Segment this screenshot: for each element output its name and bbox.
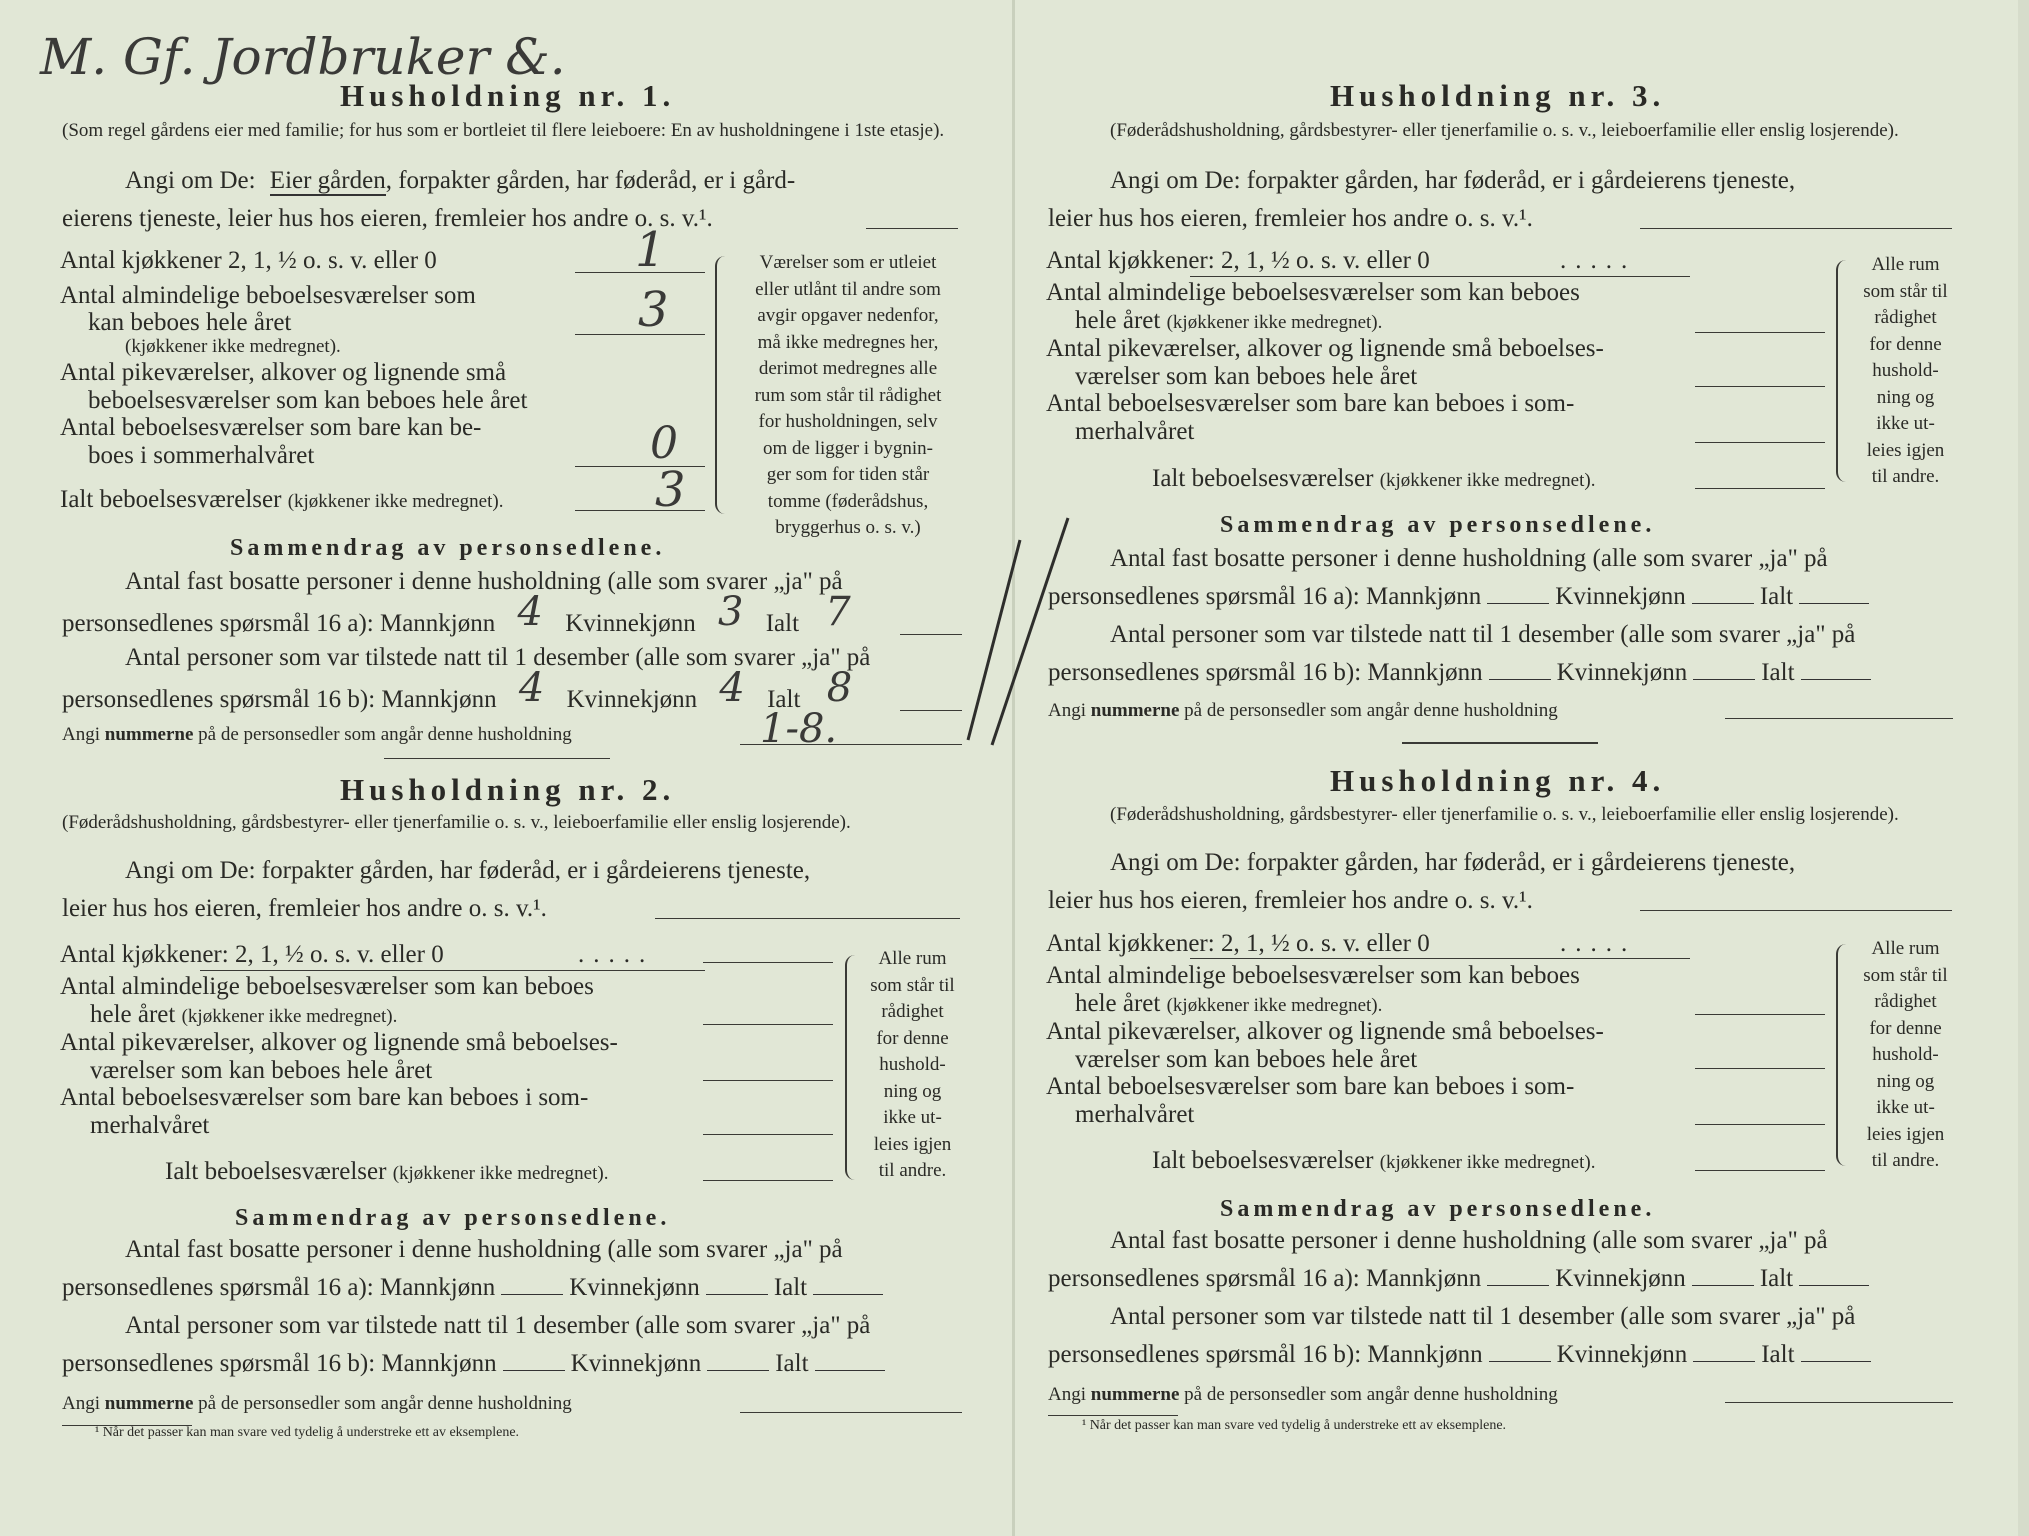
h2-summer-a: Antal beboelsesværelser som bare kan beboes i som- xyxy=(60,1084,589,1111)
h4-small-rooms-b: værelser som kan beboes hele året xyxy=(1075,1046,1418,1073)
h4-s2-line-a: Antal personer som var tilstede natt til 1 desember (alle som svarer „ja" på xyxy=(1110,1303,1856,1330)
h2-angi-line xyxy=(655,918,960,919)
h2-numbers-label-c: på de personsedler som angår denne husholdning xyxy=(198,1393,572,1414)
h4-total-label xyxy=(1152,1146,1595,1177)
h4-side-note-line: hushold- xyxy=(1872,1044,1939,1065)
h1-kitchens-value: 1 xyxy=(635,222,666,278)
h2-rooms-label-b2: (kjøkkener ikke medregnet). xyxy=(181,1006,398,1027)
h1-side-note-line: om de ligger i bygnin- xyxy=(763,437,933,459)
h2-title: Husholdning nr. 2. xyxy=(340,772,676,807)
h2-summer-line xyxy=(703,1134,833,1135)
h2-total-line xyxy=(703,1180,833,1181)
h4-s2-total-label: Ialt xyxy=(1761,1341,1795,1368)
h2-side-note-line: hushold- xyxy=(879,1054,946,1075)
h1-numbers-label-c: på de personsedler som angår denne husholdning xyxy=(198,724,572,745)
pen-stroke-mark xyxy=(960,510,1080,750)
h2-angi-line2: leier hus hos eieren, fremleier hos andre o. s. v.¹. xyxy=(62,895,547,922)
h1-numbers-label-b: nummerne xyxy=(104,724,194,745)
h1-small-rooms-a: Antal pikeværelser, alkover og lignende små xyxy=(60,359,507,386)
h1-s2-line-b xyxy=(62,665,872,714)
h1-note: (Som regel gårdens eier med familie; for hus som er bortleiet til flere leieboere: En av husholdningene i 1ste etasje). xyxy=(62,120,945,141)
h2-summer-b: merhalvåret xyxy=(90,1112,210,1139)
h3-side-note-line: for denne xyxy=(1869,333,1942,355)
h2-kitchens-line xyxy=(703,962,833,963)
h2-side-note-line: rådighet xyxy=(881,1001,944,1022)
h1-side-note-line: bryggerhus o. s. v.) xyxy=(775,517,921,538)
h1-summer-rooms-a: Antal beboelsesværelser som bare kan be- xyxy=(60,414,482,441)
h1-rooms-label-c: (kjøkkener ikke medregnet). xyxy=(125,336,341,357)
h1-side-note-line: må ikke medregnes her, xyxy=(757,331,939,353)
h2-side-note-line: ning og xyxy=(883,1080,942,1102)
h1-s1-total-value: 7 xyxy=(825,589,851,635)
h4-rooms-label-b2: (kjøkkener ikke medregnet). xyxy=(1166,995,1383,1016)
h2-side-note-line: til andre. xyxy=(878,1160,947,1181)
h1-side-note xyxy=(728,250,968,542)
h3-side-note-line: til andre. xyxy=(1871,466,1940,487)
h4-brace xyxy=(1836,944,1848,1166)
h1-s2-total-label: Ialt xyxy=(767,686,801,713)
h1-side-note-line: rum som står til rådighet xyxy=(754,384,942,406)
h3-side-note-line: rådighet xyxy=(1874,307,1937,328)
h2-footnote: ¹ Når det passer kan man svare ved tydelig å understreke ett av eksemplene. xyxy=(95,1425,520,1440)
h1-numbers-label xyxy=(62,724,572,746)
h1-s1-male-value: 4 xyxy=(517,589,543,635)
h2-numbers-label xyxy=(62,1393,572,1415)
h4-total-line xyxy=(1695,1170,1825,1171)
h4-angi-line1: Angi om De: forpakter gården, har føderåd, er i gårdeierens tjeneste, xyxy=(1110,849,1796,876)
header-handwriting: M. Gf. Jordbruker &. xyxy=(40,28,566,86)
h3-rooms-label-a: Antal almindelige beboelsesværelser som kan beboes xyxy=(1046,279,1580,306)
h4-total-label-b: (kjøkkener ikke medregnet). xyxy=(1379,1152,1596,1173)
h3-side-note-line: Alle rum xyxy=(1871,254,1940,275)
h4-side-note-line: rådighet xyxy=(1874,991,1937,1012)
h4-footnote: ¹ Når det passer kan man svare ved tydelig å understreke ett av eksemplene. xyxy=(1082,1418,1507,1433)
h3-numbers-label-c: på de personsedler som angår denne husholdning xyxy=(1184,700,1558,721)
h3-numbers-line xyxy=(1725,718,1953,719)
h1-angi-line xyxy=(866,228,958,229)
h3-note: (Føderådshusholdning, gårdsbestyrer- eller tjenerfamilie o. s. v., leieboerfamilie eller enslig losjerende). xyxy=(1110,120,1899,141)
h2-side-note-line: ikke ut- xyxy=(883,1107,942,1128)
h4-s2-male-label: personsedlenes spørsmål 16 b): Mannkjønn xyxy=(1048,1341,1483,1368)
h3-angi-line2: leier hus hos eieren, fremleier hos andre o. s. v.¹. xyxy=(1048,205,1533,232)
h4-rooms-label-b xyxy=(1075,989,1382,1020)
h1-angi-selected: Eier gården xyxy=(269,167,386,194)
h1-total-value: 3 xyxy=(655,462,686,518)
h1-side-note-line: derimot medregnes alle xyxy=(758,358,938,379)
pen-stroke-1 xyxy=(968,540,1020,740)
h4-summer-a: Antal beboelsesværelser som bare kan beboes i som- xyxy=(1046,1073,1575,1100)
h2-side-note-line: Alle rum xyxy=(878,948,947,969)
h3-numbers-label xyxy=(1048,700,1558,722)
h1-side-note-line: Værelser som er utleiet xyxy=(759,252,937,273)
h2-summary-title: Sammendrag av personsedlene. xyxy=(235,1205,671,1231)
h4-side-note-line: leies igjen xyxy=(1866,1123,1945,1145)
page-edge xyxy=(2018,0,2029,1536)
h1-numbers-line xyxy=(740,744,962,745)
h4-small-rooms-line xyxy=(1695,1068,1825,1069)
h2-s1-female-label: Kvinnekjønn xyxy=(569,1274,700,1301)
h2-side-note-line: for denne xyxy=(876,1027,949,1049)
h4-side-note-line: for denne xyxy=(1869,1017,1942,1039)
h2-s1-male-label: personsedlenes spørsmål 16 a): Mannkjønn xyxy=(62,1274,496,1301)
h3-s2-male-label: personsedlenes spørsmål 16 b): Mannkjønn xyxy=(1048,659,1483,686)
h1-numbers-label-a: Angi xyxy=(62,724,100,745)
h2-rooms-label-b xyxy=(90,1000,397,1031)
h2-rooms-line xyxy=(703,1024,833,1025)
h3-total-label-a: Ialt beboelsesværelser xyxy=(1152,465,1374,492)
h1-angi-line1 xyxy=(125,166,795,195)
h1-summary-title: Sammendrag av personsedlene. xyxy=(230,535,666,561)
h4-angi-line xyxy=(1640,910,1952,911)
h4-numbers-label-b: nummerne xyxy=(1090,1384,1180,1405)
h4-summer-line xyxy=(1695,1124,1825,1125)
h4-rooms-label-a: Antal almindelige beboelsesværelser som kan beboes xyxy=(1046,962,1580,989)
h2-kitchens-label: Antal kjøkkener: 2, 1, ½ o. s. v. eller 0 xyxy=(60,941,444,968)
h3-summer-a: Antal beboelsesværelser som bare kan beboes i som- xyxy=(1046,390,1575,417)
h3-summary-title: Sammendrag av personsedlene. xyxy=(1220,512,1656,538)
h3-total-line xyxy=(1695,488,1825,489)
h2-note: (Føderådshusholdning, gårdsbestyrer- eller tjenerfamilie o. s. v., leieboerfamilie eller enslig losjerende). xyxy=(62,812,851,833)
h1-brace xyxy=(715,256,727,514)
h1-title: Husholdning nr. 1. xyxy=(340,78,676,113)
h2-numbers-label-b: nummerne xyxy=(104,1393,194,1414)
h1-divider xyxy=(384,758,610,759)
h4-numbers-line xyxy=(1725,1402,1953,1403)
h4-side-note-line: Alle rum xyxy=(1871,938,1940,959)
h3-rooms-label-b xyxy=(1075,306,1382,337)
h4-s2-female-label: Kvinnekjønn xyxy=(1556,1341,1688,1368)
h4-angi-line2: leier hus hos eieren, fremleier hos andre o. s. v.¹. xyxy=(1048,887,1533,914)
h3-s1-female-label: Kvinnekjønn xyxy=(1555,583,1686,610)
h1-s2-female-value: 4 xyxy=(719,665,745,711)
h4-s1-female-label: Kvinnekjønn xyxy=(1555,1265,1686,1292)
h2-total-label xyxy=(165,1157,608,1188)
h4-total-label-a: Ialt beboelsesværelser xyxy=(1152,1147,1374,1174)
h4-kitchens-label: Antal kjøkkener: 2, 1, ½ o. s. v. eller 0 xyxy=(1046,930,1430,957)
h2-small-rooms-line xyxy=(703,1080,833,1081)
h3-summer-line xyxy=(1695,442,1825,443)
h3-s1-total-label: Ialt xyxy=(1759,583,1794,610)
h3-s2-female-label: Kvinnekjønn xyxy=(1556,659,1688,686)
h4-rooms-line xyxy=(1695,1014,1825,1015)
h3-rooms-line xyxy=(1695,332,1825,333)
h2-side-note-line: leies igjen xyxy=(873,1133,952,1155)
h2-rooms-label-a: Antal almindelige beboelsesværelser som kan beboes xyxy=(60,973,594,1000)
h1-s1-line-a: Antal fast bosatte personer i denne husholdning (alle som svarer „ja" på xyxy=(125,568,843,595)
h1-s1-total-line xyxy=(900,634,962,635)
h3-side-note-line: hushold- xyxy=(1872,360,1939,381)
h1-s2-male-label: personsedlenes spørsmål 16 b): Mannkjønn xyxy=(62,686,497,713)
h4-title: Husholdning nr. 4. xyxy=(1330,763,1666,798)
h1-angi-label: Angi om De: xyxy=(125,167,256,194)
h2-s1-line-a: Antal fast bosatte personer i denne husholdning (alle som svarer „ja" på xyxy=(125,1236,843,1263)
h1-s2-female-label: Kvinnekjønn xyxy=(566,686,698,713)
h1-total-label xyxy=(60,485,503,516)
h1-angi-options: , forpakter gården, har føderåd, er i gård- xyxy=(385,167,796,194)
h1-rooms-label-a: Antal almindelige beboelsesværelser som xyxy=(60,282,476,309)
h3-divider xyxy=(1402,742,1598,744)
h1-side-note-line: eller utlånt til andre som xyxy=(755,278,941,300)
h4-side-note-line: ning og xyxy=(1876,1070,1935,1092)
h3-side-note-line: leies igjen xyxy=(1866,439,1945,461)
h1-s1-total-label: Ialt xyxy=(765,610,800,637)
h3-title: Husholdning nr. 3. xyxy=(1330,78,1666,113)
h4-summer-b: merhalvåret xyxy=(1075,1101,1195,1128)
h1-side-note-line: avgir opgaver nedenfor, xyxy=(757,305,939,326)
h3-side-note xyxy=(1848,252,1963,491)
h2-s2-female-label: Kvinnekjønn xyxy=(570,1350,702,1377)
h3-side-note-line: ning og xyxy=(1876,386,1935,408)
h2-underline xyxy=(200,970,705,971)
h1-numbers-value: 1-8. xyxy=(760,706,838,752)
h2-total-label-a: Ialt beboelsesværelser xyxy=(165,1158,387,1185)
h2-s2-line-a: Antal personer som var tilstede natt til 1 desember (alle som svarer „ja" på xyxy=(125,1312,871,1339)
h1-total-label-a: Ialt beboelsesværelser xyxy=(60,486,282,513)
h4-underline xyxy=(1190,958,1690,959)
h2-rooms-label-b1: hele året xyxy=(90,1001,176,1028)
h3-total-label xyxy=(1152,464,1595,495)
h2-s1-line-b xyxy=(62,1273,883,1302)
h3-s2-line-a: Antal personer som var tilstede natt til 1 desember (alle som svarer „ja" på xyxy=(1110,621,1856,648)
h4-rooms-label-b1: hele året xyxy=(1075,990,1161,1017)
h4-summary-title: Sammendrag av personsedlene. xyxy=(1220,1196,1656,1222)
h2-s2-line-b xyxy=(62,1349,885,1378)
h3-rooms-label-b1: hele året xyxy=(1075,307,1161,334)
h3-small-rooms-a: Antal pikeværelser, alkover og lignende små beboelses- xyxy=(1046,335,1604,362)
h2-s2-total-label: Ialt xyxy=(775,1350,809,1377)
h3-kitchens-label: Antal kjøkkener: 2, 1, ½ o. s. v. eller 0 xyxy=(1046,247,1430,274)
h4-s1-male-label: personsedlenes spørsmål 16 a): Mannkjønn xyxy=(1048,1265,1482,1292)
h1-kitchens-label: Antal kjøkkener 2, 1, ½ o. s. v. eller 0 xyxy=(60,247,437,274)
h1-rooms-value: 3 xyxy=(638,282,669,338)
h1-total-label-b: (kjøkkener ikke medregnet). xyxy=(287,491,504,512)
h4-s1-line-b xyxy=(1048,1264,1869,1293)
h3-s2-total-label: Ialt xyxy=(1761,659,1795,686)
h1-s2-total-value: 8 xyxy=(826,665,853,711)
h3-s2-line-b xyxy=(1048,658,1871,687)
h4-numbers-label-a: Angi xyxy=(1048,1384,1086,1405)
h1-s1-line-b xyxy=(62,589,871,638)
h1-side-note-line: tomme (føderådshus, xyxy=(767,490,929,512)
h3-dots: ..... xyxy=(1560,247,1637,274)
h3-total-label-b: (kjøkkener ikke medregnet). xyxy=(1379,470,1596,491)
h1-summer-value: 0 xyxy=(650,418,678,469)
h3-brace xyxy=(1836,260,1848,482)
h2-side-note-line: som står til xyxy=(870,974,955,996)
h2-small-rooms-b: værelser som kan beboes hele året xyxy=(90,1057,433,1084)
h1-angi-line2: eierens tjeneste, leier hus hos eieren, fremleier hos andre o. s. v.¹. xyxy=(62,205,713,232)
h1-s1-female-value: 3 xyxy=(718,589,744,635)
h1-rooms-label-b: kan beboes hele året xyxy=(88,309,292,336)
h2-numbers-line xyxy=(740,1412,962,1413)
h4-side-note-line: ikke ut- xyxy=(1876,1097,1935,1118)
h3-small-rooms-b: værelser som kan beboes hele året xyxy=(1075,363,1418,390)
h4-small-rooms-a: Antal pikeværelser, alkover og lignende små beboelses- xyxy=(1046,1018,1604,1045)
h4-s2-line-b xyxy=(1048,1340,1871,1369)
h4-side-note-line: som står til xyxy=(1863,964,1948,986)
h2-s2-male-label: personsedlenes spørsmål 16 b): Mannkjønn xyxy=(62,1350,497,1377)
h4-s1-line-a: Antal fast bosatte personer i denne husholdning (alle som svarer „ja" på xyxy=(1110,1227,1828,1254)
h4-side-note-line: til andre. xyxy=(1871,1150,1940,1171)
h3-angi-line xyxy=(1640,228,1952,229)
h4-s1-total-label: Ialt xyxy=(1759,1265,1794,1292)
h4-numbers-label-c: på de personsedler som angår denne husholdning xyxy=(1184,1384,1558,1405)
h1-s2-male-value: 4 xyxy=(518,665,545,711)
h3-s1-line-b xyxy=(1048,582,1869,611)
h3-s1-line-a: Antal fast bosatte personer i denne husholdning (alle som svarer „ja" på xyxy=(1110,545,1828,572)
h3-angi-line1: Angi om De: forpakter gården, har føderåd, er i gårdeierens tjeneste, xyxy=(1110,167,1796,194)
h2-total-label-b: (kjøkkener ikke medregnet). xyxy=(392,1163,609,1184)
h3-underline xyxy=(1190,276,1690,277)
h1-small-rooms-b: beboelsesværelser som kan beboes hele året xyxy=(88,387,528,414)
h2-dots: ..... xyxy=(578,941,655,968)
h1-s1-female-label: Kvinnekjønn xyxy=(565,610,696,637)
pen-stroke-2 xyxy=(992,518,1068,745)
h3-side-note-line: som står til xyxy=(1863,280,1948,302)
h2-angi-line1: Angi om De: forpakter gården, har føderåd, er i gårdeierens tjeneste, xyxy=(125,857,811,884)
h1-s2-total-line xyxy=(900,710,962,711)
h3-rooms-label-b2: (kjøkkener ikke medregnet). xyxy=(1166,312,1383,333)
h4-dots: ..... xyxy=(1560,930,1637,957)
h4-side-note xyxy=(1848,936,1963,1175)
h2-small-rooms-a: Antal pikeværelser, alkover og lignende små beboelses- xyxy=(60,1029,618,1056)
h1-s2-line-a: Antal personer som var tilstede natt til 1 desember (alle som svarer „ja" på xyxy=(125,644,871,671)
h4-numbers-label xyxy=(1048,1384,1558,1406)
h3-side-note-line: ikke ut- xyxy=(1876,413,1935,434)
h4-footnote-rule xyxy=(1048,1415,1178,1416)
h3-s1-male-label: personsedlenes spørsmål 16 a): Mannkjønn xyxy=(1048,583,1482,610)
h1-s1-male-label: personsedlenes spørsmål 16 a): Mannkjønn xyxy=(62,610,496,637)
page-fold xyxy=(1012,0,1015,1536)
h3-summer-b: merhalvåret xyxy=(1075,418,1195,445)
h3-small-rooms-line xyxy=(1695,386,1825,387)
h3-numbers-label-b: nummerne xyxy=(1090,700,1180,721)
h3-numbers-label-a: Angi xyxy=(1048,700,1086,721)
h1-side-note-line: ger som for tiden står xyxy=(766,464,930,485)
h1-side-note-line: for husholdningen, selv xyxy=(758,411,938,432)
h2-numbers-label-a: Angi xyxy=(62,1393,100,1414)
h1-summer-rooms-b: boes i sommerhalvåret xyxy=(88,442,315,469)
h2-side-note xyxy=(855,946,970,1185)
h4-note: (Føderådshusholdning, gårdsbestyrer- eller tjenerfamilie o. s. v., leieboerfamilie eller enslig losjerende). xyxy=(1110,804,1899,825)
h2-s1-total-label: Ialt xyxy=(773,1274,808,1301)
